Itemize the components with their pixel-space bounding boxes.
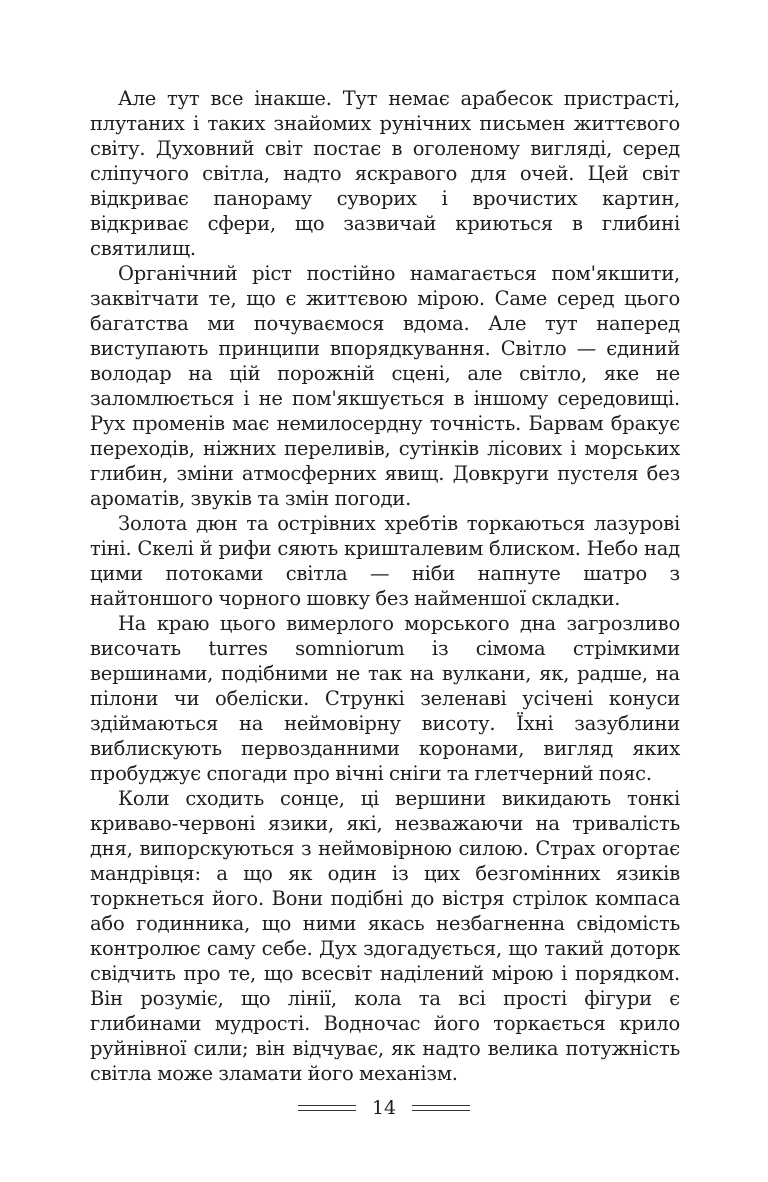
left-ornament-rule [298, 1105, 356, 1111]
page-number: 14 [371, 1097, 397, 1119]
paragraph-1: Але тут все інакше. Тут немає арабесок пристрасті, плутаних і таких знайомих рунічних письмен життєвого світу. Духовний світ постає в оголеному вигляді, серед сліпучого світла, надто яскравого для очей. Цей світ відкриває панораму суворих і врочистих картин, відкриває сфери, що зазвичай криються в глибині святилищ. [90, 87, 680, 260]
page-body [90, 86, 680, 1086]
paragraph-3: Золота дюн та острівних хребтів торкаються лазурові тіні. Скелі й рифи сяють кришталевим блиском. Небо над цими потоками світла — ніби напнуте шатро з найтоншого чорного шовку без найменшої складки. [90, 512, 680, 610]
paragraph-5: Коли сходить сонце, ці вершини викидають тонкі криваво-червоні язики, які, незважаючи на тривалість дня, випорскуються з неймовірною силою. Страх огортає мандрівця: а що як один із цих безгомінних язиків торкнеться його. Вони подібні до вістря стрілок компаса або годинника, що ними якась незбагненна свідомість контролює саму себе. Дух здогадується, що такий доторк свідчить про те, що всесвіт наділений мірою і порядком. Він розуміє, що лінії, кола та всі прості фігури є глибинами мудрості. Водночас його торкається крило руйнівної сили; він відчуває, як надто велика потужність світла може зламати його механізм. [90, 787, 680, 1085]
page-footer [0, 1096, 768, 1120]
right-ornament-rule [412, 1105, 470, 1111]
paragraph-4: На краю цього вимерлого морського дна загрозливо височать turres somniorum із сімома стрімкими вершинами, подібними не так на вулкани, як, радше, на пілони чи обеліски. Стрункі зеленаві усічені конуси здіймаються на неймовірну висоту. Їхні зазублини виблискують первозданними коронами, вигляд яких пробуджує спогади про вічні сніги та глетчерний пояс. [90, 612, 680, 785]
paragraph-2: Органічний ріст постійно намагається пом'якшити, заквітчати те, що є життєвою мірою. Саме серед цього багатства ми почуваємося вдома. Але тут наперед виступають принципи впорядкування. Світло — єдиний володар на цій порожній сцені, але світло, яке не заломлюється і не пом'якшується в іншому середовищі. Рух променів має немилосердну точність. Барвам бракує переходів, ніжних переливів, сутінків лісових і морських глибин, зміни атмосферних явищ. Довкруги пустеля без ароматів, звуків та змін погоди. [90, 262, 680, 510]
